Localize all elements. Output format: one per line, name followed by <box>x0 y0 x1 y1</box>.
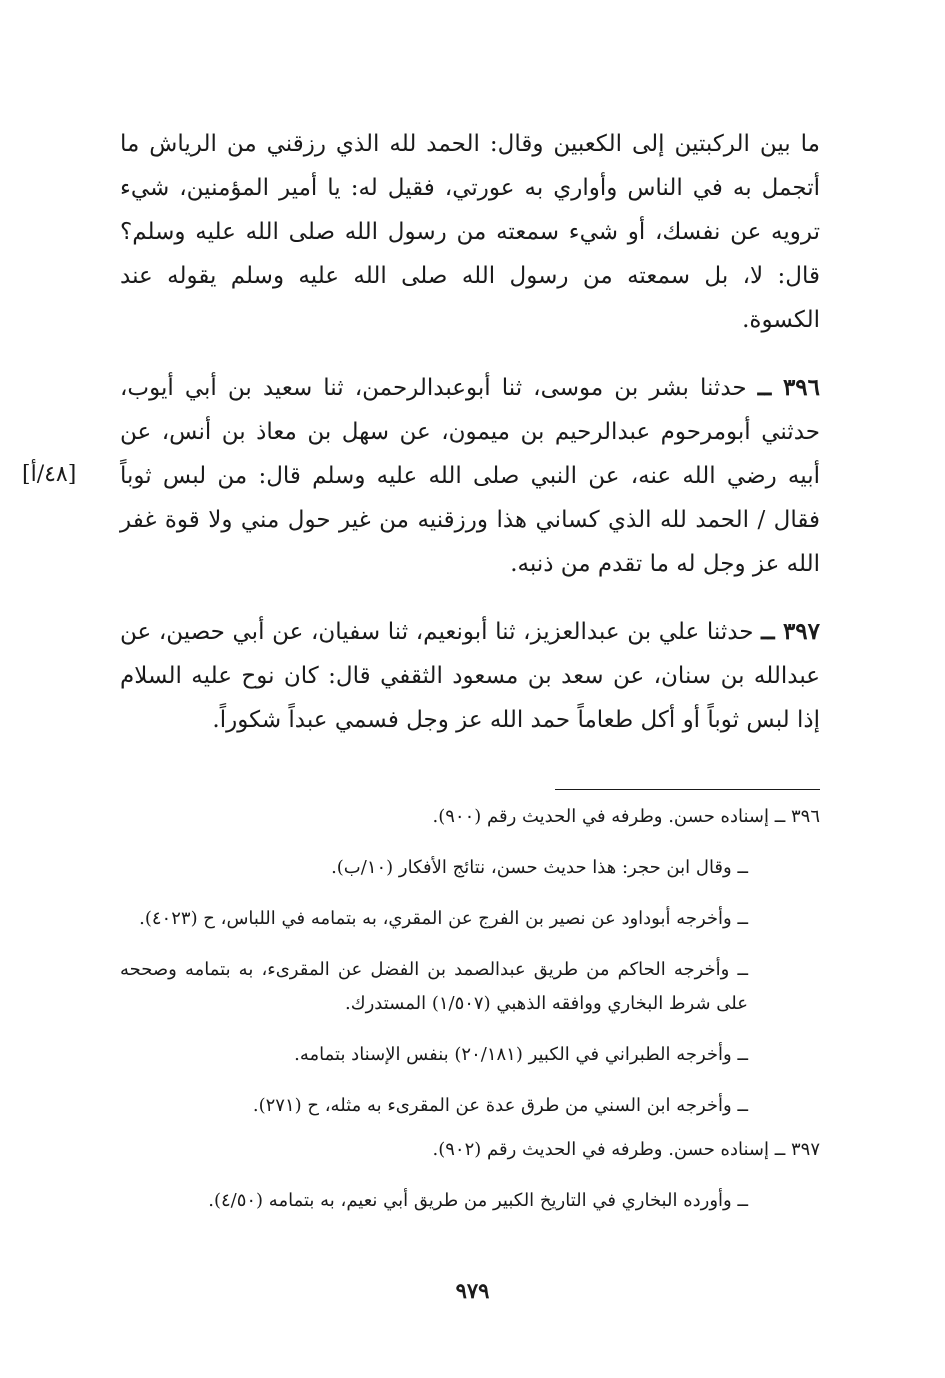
main-text <box>120 122 820 742</box>
footnote-note: ــ وأخرجه أبوداود عن نصير بن الفرج عن المقري، به بتمامه في اللباس، ح (٤٠٢٣). <box>139 908 748 929</box>
footnotes <box>120 800 820 1235</box>
hadith-number: ٣٩٦ ــ <box>757 374 821 401</box>
hadith-397 <box>120 610 820 742</box>
footnote-separator <box>555 789 820 790</box>
hadith-number: ٣٩٧ ــ <box>761 618 820 645</box>
footnote-note: ــ وأورده البخاري في التاريخ الكبير من طريق أبي نعيم، به بتمامه (٤/٥٠). <box>208 1190 748 1211</box>
hadith-text: حدثنا بشر بن موسى، ثنا أبوعبدالرحمن، ثنا سعيد بن أبي أيوب، حدثني أبومرحوم عبدالرحيم بن ميمون، عن سهل بن معاذ بن أنس، عن أبيه رضي الله عنه، عن النبي صلى الله عليه وسلم قال: من لبس ثوباً فقال / الحمد لله الذي كساني هذا ورزقنيه من غير حول مني ولا قوة غفر الله عز وجل له ما تقدم من ذنبه. <box>120 375 820 577</box>
hadith-396 <box>120 366 820 586</box>
continued-paragraph: ما بين الركبتين إلى الكعبين وقال: الحمد لله الذي رزقني من الرياش ما أتجمل به في الناس وأواري به عورتي، فقيل له: يا أمير المؤمنين، شيء ترويه عن نفسك، أو شيء سمعته من رسول الله صلى الله عليه وسلم؟ قال: لا، بل سمعته من رسول الله صلى الله عليه وسلم يقوله عند الكسوة. <box>120 131 820 333</box>
page-number: ٩٧٩ <box>455 1278 490 1303</box>
footnote-note: ــ وأخرجه الطبراني في الكبير (٢٠/١٨١) بنفس الإسناد بتمامه. <box>294 1044 748 1065</box>
footnote-396: ٣٩٦ ــ إسناده حسن. وطرفه في الحديث رقم (٩٠٠). <box>432 806 820 827</box>
manuscript-folio-marker: [٤٨/أ] <box>22 462 77 487</box>
footnote-note: ــ وأخرجه الحاكم من طريق عبدالصمد بن الفضل عن المقرىء، به بتمامه وصححه على شرط البخاري ووافقه الذهبي (١/٥٠٧) المستدرك. <box>120 959 748 1014</box>
footnote-397: ٣٩٧ ــ إسناده حسن. وطرفه في الحديث رقم (٩٠٢). <box>432 1139 820 1160</box>
footnote-note: ــ وأخرجه ابن السني من طرق عدة عن المقرىء به مثله، ح (٢٧١). <box>252 1095 748 1116</box>
hadith-text: حدثنا علي بن عبدالعزيز، ثنا أبونعيم، ثنا سفيان، عن أبي حصين، عن عبدالله بن سنان، عن سعد بن مسعود الثقفي قال: كان نوح عليه السلام إذا لبس ثوباً أو أكل طعاماً حمد الله عز وجل فسمي عبداً شكوراً. <box>120 619 820 733</box>
footnote-note: ــ وقال ابن حجر: هذا حديث حسن، نتائج الأفكار (١٠/ب). <box>331 857 748 878</box>
